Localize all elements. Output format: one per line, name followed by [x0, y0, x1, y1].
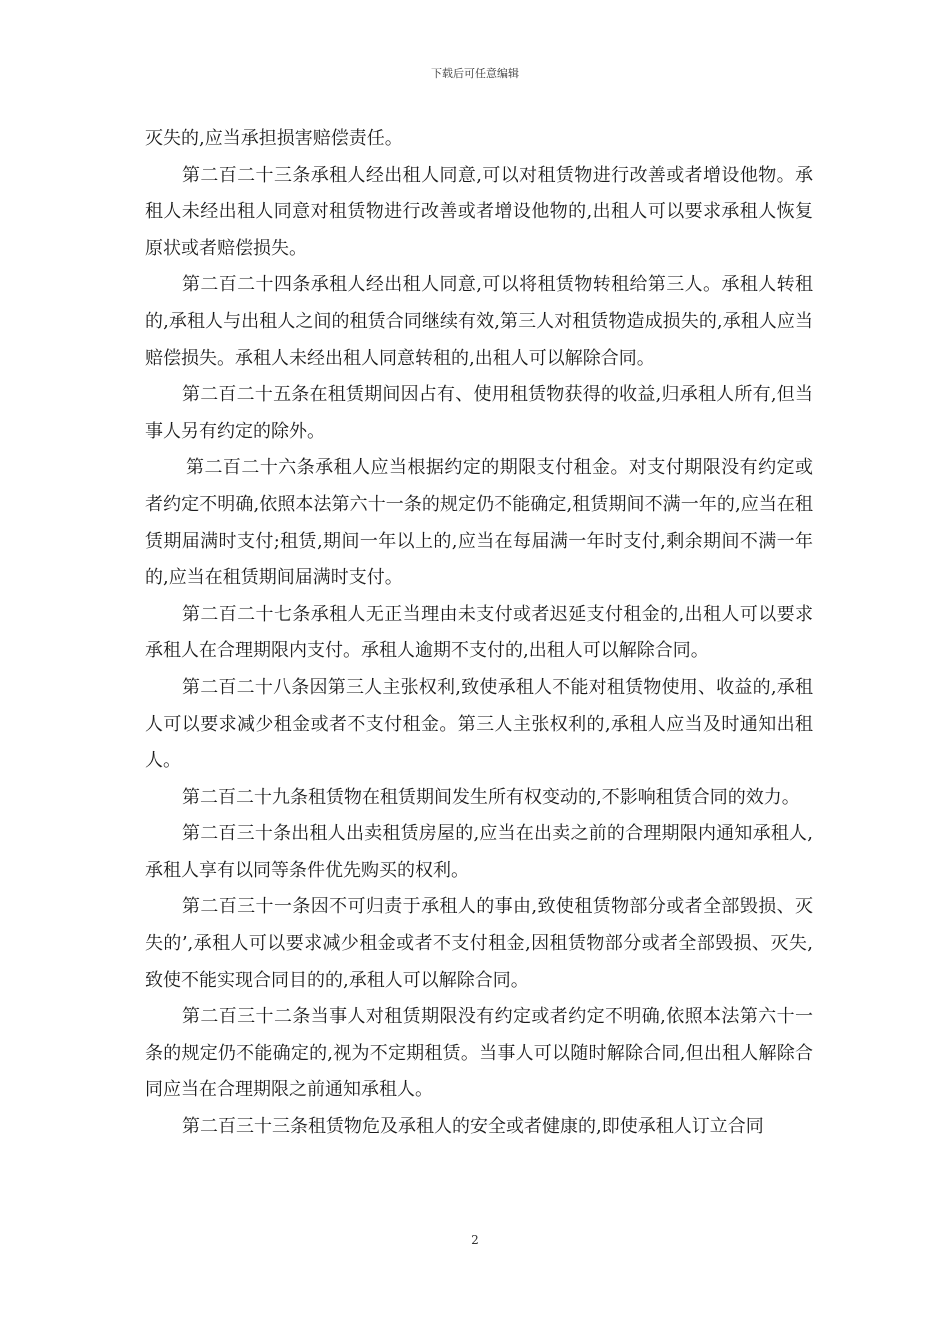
paragraph-article-227: 第二百二十七条承租人无正当理由未支付或者迟延支付租金的,出租人可以要求承租人在合理期限内支付。承租人逾期不支付的,出租人可以解除合同。 — [145, 603, 813, 662]
paragraph-article-228: 第二百二十八条因第三人主张权利,致使承租人不能对租赁物使用、收益的,承租人可以要求减少租金或者不支付租金。第三人主张权利的,承租人应当及时通知出租人。 — [145, 676, 813, 772]
paragraph-article-233: 第二百三十三条租赁物危及承租人的安全或者健康的,即使承租人订立合同 — [182, 1116, 764, 1138]
paragraph-article-224: 第二百二十四条承租人经出租人同意,可以将租赁物转租给第三人。承租人转租的,承租人与出租人之间的租赁合同继续有效,第三人对租赁物造成损失的,承租人应当赔偿损失。承租人未经出租人同意转租的,出租人可以解除合同。 — [145, 274, 813, 369]
paragraph-article-231: 第二百三十一条因不可归责于承租人的事由,致使租赁物部分或者全部毁损、灭失的’,承租人可以要求减少租金或者不支付租金,因租赁物部分或者全部毁损、灭失,致使不能实现合同目的的,承租人可以解除合同。 — [145, 896, 813, 991]
paragraph-continuation: 灭失的,应当承担损害赔偿责任。 — [145, 128, 403, 149]
paragraph-article-232: 第二百三十二条当事人对租赁期限没有约定或者约定不明确,依照本法第六十一条的规定仍不能确定的,视为不定期租赁。当事人可以随时解除合同,但出租人解除合同应当在合理期限之前通知承租人。 — [145, 1006, 813, 1101]
paragraph-article-223: 第二百二十三条承租人经出租人同意,可以对租赁物进行改善或者增设他物。承租人未经出租人同意对租赁物进行改善或者增设他物的,出租人可以要求承租人恢复原状或者赔偿损失。 — [145, 164, 813, 259]
paragraph-article-225: 第二百二十五条在租赁期间因占有、使用租赁物获得的收益,归承租人所有,但当事人另有约定的除外。 — [145, 384, 813, 442]
paragraph-article-230: 第二百三十条出租人出卖租赁房屋的,应当在出卖之前的合理期限内通知承租人,承租人享有以同等条件优先购买的权利。 — [145, 823, 813, 881]
document-body — [145, 121, 813, 1146]
page-number: 2 — [471, 1233, 479, 1247]
paragraph-article-229: 第二百二十九条租赁物在租赁期间发生所有权变动的,不影响租赁合同的效力。 — [182, 786, 800, 808]
page-header: 下载后可任意编辑 — [431, 67, 519, 80]
paragraph-article-226: 第二百二十六条承租人应当根据约定的期限支付租金。对支付期限没有约定或者约定不明确,依照本法第六十一条的规定仍不能确定,租赁期间不满一年的,应当在租赁期届满时支付;租赁,期间一年以上的,应当在每届满一年时支付,剩余期间不满一年的,应当在租赁期间届满时支付。 — [145, 457, 813, 589]
